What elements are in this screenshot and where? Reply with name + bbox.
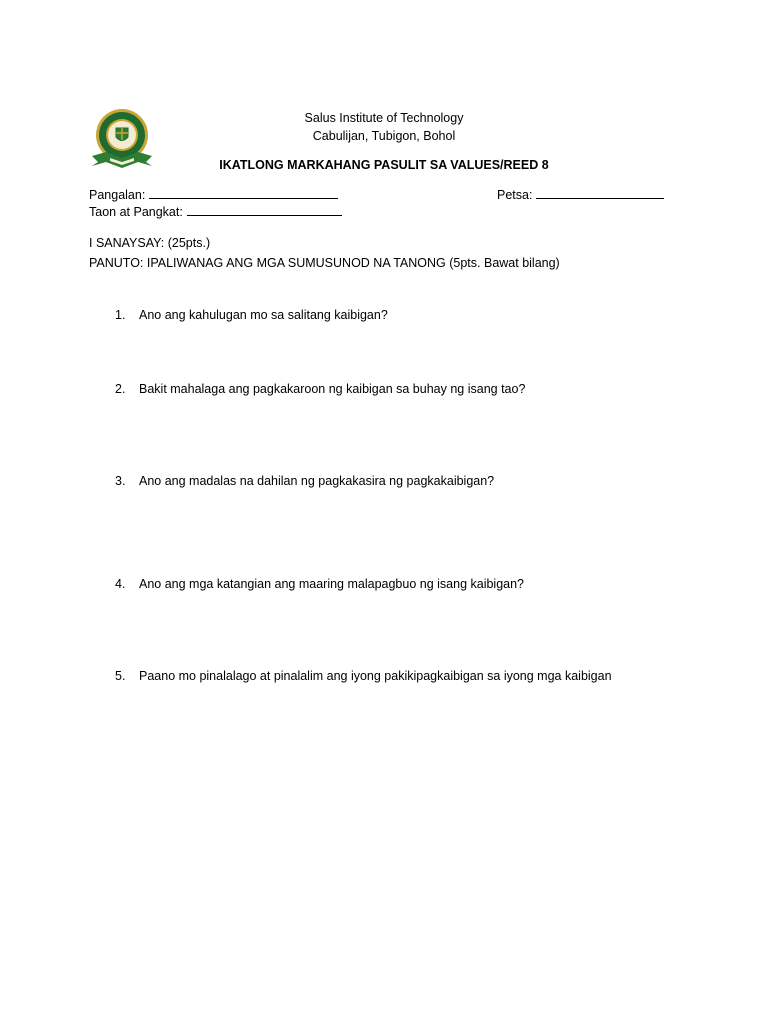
exam-title: IKATLONG MARKAHANG PASULIT SA VALUES/REED 8: [219, 158, 549, 172]
date-blank-line[interactable]: [536, 186, 664, 199]
question-number: 4.: [115, 577, 126, 591]
question-item: [115, 577, 524, 591]
question-text: Bakit mahalaga ang pagkakaroon ng kaibigan sa buhay ng isang tao?: [139, 382, 526, 396]
year-section-label: Taon at Pangkat:: [89, 205, 183, 219]
question-number: 2.: [115, 382, 126, 396]
date-label: Petsa:: [497, 188, 533, 202]
question-text: Ano ang mga katangian ang maaring malapagbuo ng isang kaibigan?: [139, 577, 525, 591]
question-item: [115, 669, 612, 683]
name-field: [89, 186, 338, 202]
school-address: Cabulijan, Tubigon, Bohol: [312, 129, 456, 143]
year-section-field: [89, 203, 342, 219]
question-item: [115, 474, 494, 488]
section-label: I SANAYSAY: (25pts.): [89, 236, 211, 250]
question-text: Paano mo pinalalago at pinalalim ang iyong pakikipagkaibigan sa iyong mga kaibigan: [139, 669, 612, 683]
question-number: 1.: [115, 308, 126, 322]
date-field: [497, 186, 664, 202]
instructions: PANUTO: IPALIWANAG ANG MGA SUMUSUNOD NA TANONG (5pts. Bawat bilang): [89, 256, 560, 270]
name-label: Pangalan:: [89, 188, 146, 202]
question-item: [115, 308, 388, 322]
name-blank-line[interactable]: [149, 186, 338, 199]
year-section-blank-line[interactable]: [187, 203, 342, 216]
school-name: Salus Institute of Technology: [304, 111, 464, 125]
question-number: 3.: [115, 474, 126, 488]
question-item: [115, 382, 525, 396]
question-text: Ano ang madalas na dahilan ng pagkakasira ng pagkakaibigan?: [139, 474, 495, 488]
question-text: Ano ang kahulugan mo sa salitang kaibigan?: [139, 308, 388, 322]
question-number: 5.: [115, 669, 126, 683]
